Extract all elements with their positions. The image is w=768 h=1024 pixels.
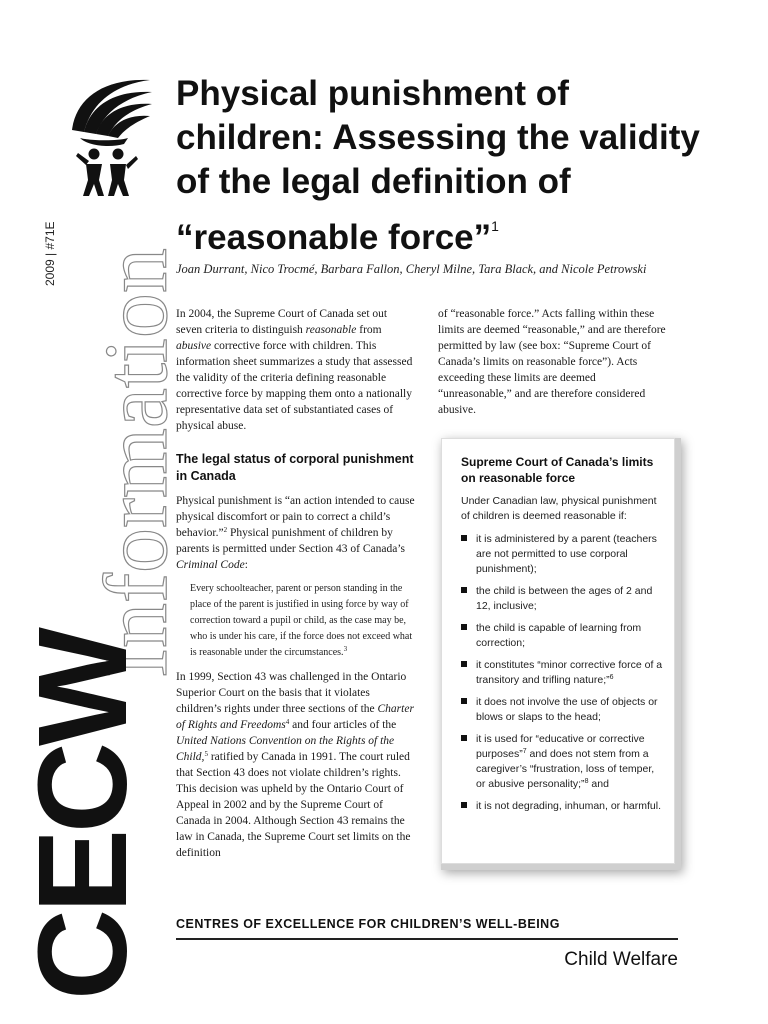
section-43-quote	[190, 581, 416, 661]
title-footnote: 1	[491, 218, 499, 234]
text-run: it is used for “educative or corrective purposes”	[476, 733, 645, 760]
footnote-ref: 5	[204, 750, 208, 758]
square-bullet-icon	[461, 624, 467, 630]
text-run: United Nations Convention on the Rights of the Child,	[176, 735, 395, 763]
legal-status-heading: The legal status of corporal punishment in Canada	[176, 452, 414, 483]
box-heading: Supreme Court of Canada’s limits on reasonable force	[461, 455, 654, 485]
text-run: :	[244, 559, 248, 571]
text-run: reasonable	[305, 324, 357, 336]
text-run: and does not stem from a caregiver’s “frustration, loss of temper, or abusive personality;”	[476, 748, 655, 790]
footer-program: Child Welfare	[564, 949, 678, 970]
list-item	[461, 658, 663, 688]
footnote-ref: 4	[285, 718, 290, 726]
square-bullet-icon	[461, 698, 467, 704]
limits-sidebar-box	[441, 438, 681, 870]
text-run: Every schoolteacher, parent or person standing in the place of the parent is justified in using force by way of correction toward a pupil or child, as the case may be, who is under his care, if the force does not exceed what is reasonable under the circumstances.	[190, 583, 413, 658]
box-intro: Under Canadian law, physical punishment of children is deemed reasonable if:	[461, 495, 657, 522]
text-run: it constitutes “minor corrective force of a transitory and trifling nature;”	[476, 659, 663, 686]
text-run: and four articles of the	[289, 719, 397, 731]
list-item-text	[476, 585, 652, 612]
footer-divider	[176, 938, 678, 940]
text-run: In 1999, Section 43 was challenged in the Ontario Superior Court on the basis that it violates children’s rights under three sections of the	[176, 671, 407, 715]
text-run: it does not involve the use of objects or blows or slaps to the head;	[476, 696, 658, 723]
square-bullet-icon	[461, 587, 467, 593]
criteria-list	[461, 532, 663, 814]
text-run: ratified by Canada in 1991. The court ruled that Section 43 does not violate children’s rights. This decision was upheld by the Ontario Court of Appeal in 2002 and by the Supreme Court of Canada in 2004. Although Section 43 remains the law in Canada, the Supreme Court set limits on the definition	[176, 751, 411, 859]
list-item	[461, 584, 663, 614]
list-item-text	[476, 800, 661, 812]
square-bullet-icon	[461, 535, 467, 541]
list-item-text	[476, 533, 657, 575]
sidebar	[0, 0, 186, 1024]
history-paragraph	[176, 669, 416, 861]
right-column	[438, 306, 670, 418]
brand-wordmark: CECW	[12, 631, 153, 1000]
series-wordmark: Information	[87, 248, 186, 678]
cecw-logo-icon	[58, 68, 154, 208]
list-item	[461, 532, 663, 577]
text-run: Charter of Rights and Freedoms	[176, 703, 414, 731]
reasonable-force-paragraph: of “reasonable force.” Acts falling within these limits are deemed “reasonable,” and are therefore permitted by law (see box: “Supreme Court of Canada’s limits on reasonable force”). Acts exceeding these limits are deemed “unreasonable,” and are therefore considered abusive.	[438, 308, 666, 416]
list-item	[461, 732, 663, 792]
text-run: it is administered by a parent (teachers are not permitted to use corporal punishment);	[476, 533, 657, 575]
footnote-ref: 2	[223, 526, 228, 534]
footnote-ref: 3	[343, 645, 348, 653]
text-run: corrective force with children. This information sheet summarizes a study that assessed the validity of the criteria defining reasonable corrective force by mapping them onto a nationally representative data set of substantiated cases of physical abuse.	[176, 340, 413, 432]
footnote-ref: 7	[522, 748, 527, 755]
title-text: Physical punishment of children: Assessing the validity of the legal definition of “reasonable force”	[176, 74, 700, 257]
issue-label: 2009 | #71E	[43, 221, 57, 286]
text-run: it is not degrading, inhuman, or harmful.	[476, 800, 662, 812]
page-title	[176, 72, 716, 260]
list-item-text	[476, 696, 658, 723]
text-run: from	[356, 324, 382, 336]
definition-paragraph	[176, 493, 416, 573]
list-item	[461, 695, 663, 725]
footnote-ref: 6	[609, 674, 614, 681]
list-item-text	[476, 659, 662, 686]
text-run: and	[588, 778, 609, 790]
left-column	[176, 306, 416, 861]
list-item	[461, 621, 663, 651]
square-bullet-icon	[461, 735, 467, 741]
intro-paragraph	[176, 306, 416, 434]
authors-line: Joan Durrant, Nico Trocmé, Barbara Fallon, Cheryl Milne, Tara Black, and Nicole Petrowski	[176, 262, 647, 276]
text-run: Physical punishment is “an action intended to cause physical discomfort or pain to correct a child’s behavior.”	[176, 495, 415, 539]
text-run: the child is capable of learning from correction;	[476, 622, 642, 649]
text-run: abusive	[176, 340, 212, 352]
square-bullet-icon	[461, 802, 467, 808]
text-run: Physical punishment of children by parents is permitted under Section 43 of Canada’s	[176, 527, 405, 555]
square-bullet-icon	[461, 661, 467, 667]
text-run: Criminal Code	[176, 559, 245, 571]
list-item	[461, 799, 663, 814]
text-run: In 2004, the Supreme Court of Canada set out seven criteria to distinguish	[176, 308, 388, 336]
footnote-ref: 8	[584, 778, 589, 785]
list-item-text	[476, 622, 641, 649]
footer-organization: CENTRES OF EXCELLENCE FOR CHILDREN’S WELL-BEING	[176, 917, 560, 931]
text-run: the child is between the ages of 2 and 12, inclusive;	[476, 585, 653, 612]
list-item-text	[476, 733, 654, 790]
